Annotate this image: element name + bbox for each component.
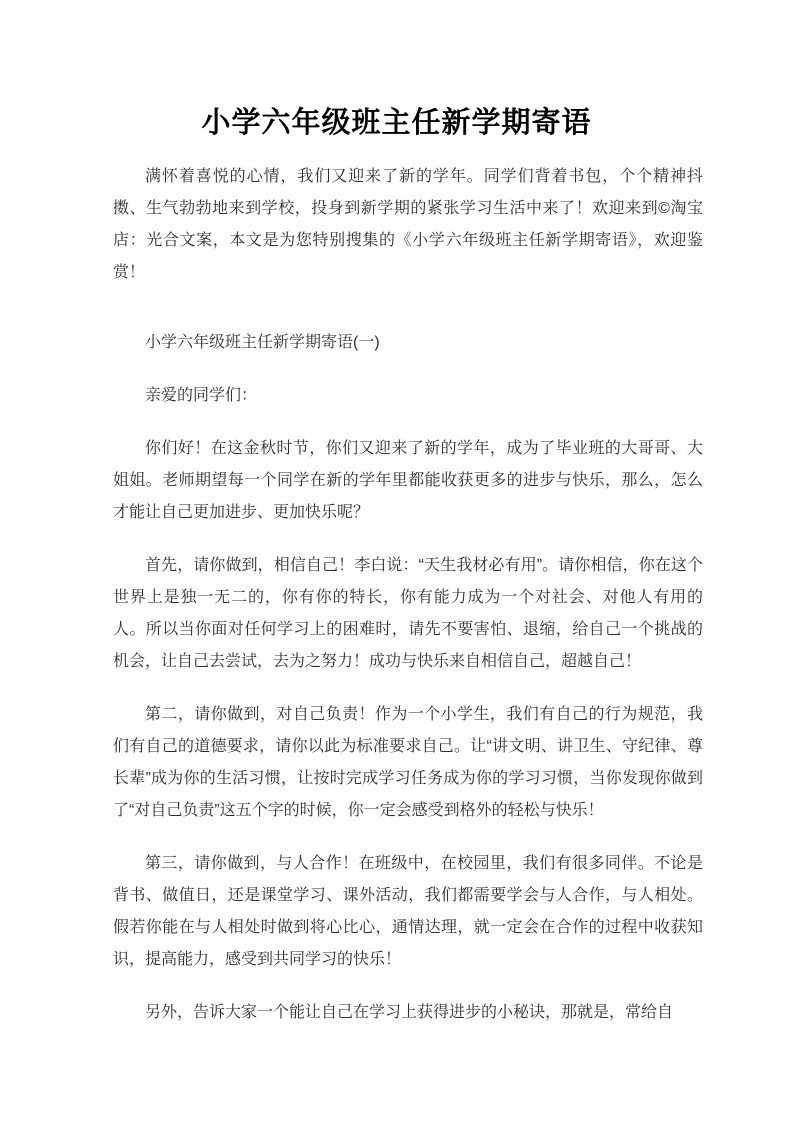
paragraph-greeting: 你们好！在这金秋时节，你们又迎来了新的学年，成为了毕业班的大哥哥、大姐姐。老师期望每一个同学在新的学年里都能收获更多的进步与快乐，那么，怎么才能让自己更加进步、更加快乐呢？ xyxy=(113,440,703,521)
paragraph-extra-tip: 另外，告诉大家一个能让自己在学习上获得进步的小秘诀，那就是，常给自 xyxy=(145,1004,674,1021)
document-title: 小学六年级班主任新学期寄语 xyxy=(201,107,592,139)
paragraph-intro: 满怀着喜悦的心情，我们又迎来了新的学年。同学们背着书包，个个精神抖擞、生气勃勃地来到学校，投身到新学期的紧张学习生活中来了！欢迎来到©淘宝店：光合文案，本文是为您特别搜集的《小学六年级班主任新学期寄语》，欢迎鉴赏！ xyxy=(113,168,703,281)
paragraph-section-subtitle: 小学六年级班主任新学期寄语(一) xyxy=(145,334,380,351)
paragraph-point-first: 首先，请你做到，相信自己！李白说：“天生我材必有用”。请你相信，你在这个世界上是独一无二的，你有你的特长，你有能力成为一个对社会、对他人有用的人。所以当你面对任何学习上的困难时，请先不要害怕、退缩，给自己一个挑战的机会，让自己去尝试，去为之努力！成功与快乐来自相信自己，超越自己！ xyxy=(113,557,703,670)
paragraph-salutation: 亲爱的同学们： xyxy=(145,387,258,404)
paragraph-point-second: 第二，请你做到，对自己负责！作为一个小学生，我们有自己的行为规范，我们有自己的道德要求，请你以此为标准要求自己。让“讲文明、讲卫生、守纪律、尊长辈”成为你的生活习惯，让按时完成学习任务成为你的学习习惯，当你发现你做到了“对自己负责”这五个字的时候，你一定会感受到格外的轻松与快乐！ xyxy=(113,706,703,819)
paragraph-point-third: 第三，请你做到，与人合作！在班级中，在校园里，我们有很多同伴。不论是背书、做值日，还是课堂学习、课外活动，我们都需要学会与人合作，与人相处。假若你能在与人相处时做到将心比心，通情达理，就一定会在合作的过程中收获知识，提高能力，感受到共同学习的快乐！ xyxy=(113,855,703,968)
